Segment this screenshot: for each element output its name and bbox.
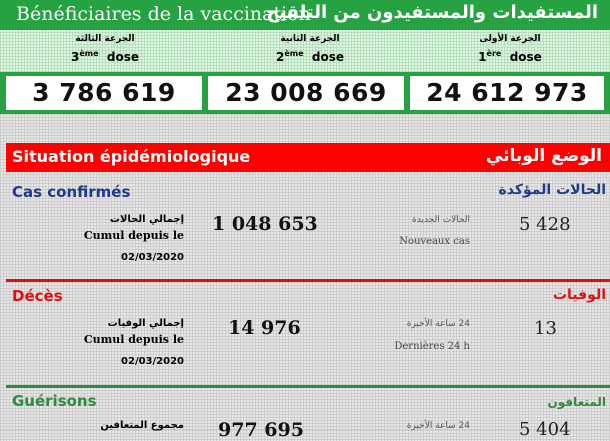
- dose-3-label-fr: 3ème dose: [70, 49, 140, 64]
- dose-2-label-ar: الجرعة الثانية: [280, 34, 340, 44]
- deaths-cumul-date: 02/03/2020: [121, 356, 184, 367]
- epidemiology-header: [6, 143, 610, 172]
- dose-3-label: [5, 30, 205, 64]
- deaths-new-value: 13: [534, 318, 557, 339]
- dose-2-label: [210, 30, 410, 64]
- dose-2-value: 23 008 669: [208, 76, 404, 110]
- dose-1-label: [410, 30, 610, 64]
- epidemiology-title-ar: الوضع الوبائي: [485, 146, 602, 166]
- deaths-title-fr: Décès: [12, 287, 63, 305]
- deaths-new-label-fr: Dernières 24 h: [394, 341, 470, 352]
- dose-3-label-ar: الجرعة الثالثة: [75, 34, 135, 44]
- vaccination-title-ar: المستفيدات والمستفيدون من التلقيح: [266, 2, 598, 23]
- deaths-total: 14 976: [228, 317, 301, 339]
- deaths-cumul-fr: Cumul depuis le: [83, 333, 184, 346]
- dose-2-label-fr: 2ème dose: [275, 49, 345, 64]
- recovered-cumul-ar: مجموع المتعافين: [100, 420, 184, 431]
- confirmed-cumul-ar: إجمالي الحالات: [109, 214, 184, 225]
- confirmed-title-fr: Cas confirmés: [12, 183, 131, 201]
- dose-labels-row: [0, 30, 610, 72]
- confirmed-title-ar: الحالات المؤكدة: [498, 182, 606, 198]
- confirmed-cumul-fr: Cumul depuis le: [83, 229, 184, 242]
- deaths-divider: [6, 385, 610, 388]
- deaths-new-label-ar: 24 ساعة الأخيرة: [406, 319, 470, 329]
- dose-3-value: 3 786 619: [6, 76, 202, 110]
- dose-1-label-fr: 1ère dose: [478, 49, 542, 64]
- deaths-cumul: [64, 318, 184, 367]
- deaths-cumul-ar: إجمالي الوفيات: [107, 318, 184, 329]
- confirmed-new-value: 5 428: [519, 214, 571, 235]
- confirmed-divider: [6, 279, 610, 282]
- epidemiology-title-fr: Situation épidémiologique: [12, 147, 251, 166]
- recovered-new-label-ar: 24 ساعة الأخيرة: [406, 421, 470, 431]
- recovered-title-fr: Guérisons: [12, 392, 97, 410]
- dose-1-label-ar: الجرعة الأولى: [479, 34, 541, 44]
- confirmed-new-label-fr: Nouveaux cas: [399, 236, 470, 247]
- dose-values-row: [0, 72, 610, 114]
- confirmed-cumul-date: 02/03/2020: [121, 252, 184, 263]
- deaths-title-ar: الوفيات: [552, 287, 606, 303]
- vaccination-header: [0, 0, 610, 30]
- recovered-new-value: 5 404: [519, 419, 571, 440]
- confirmed-cumul: [64, 214, 184, 263]
- confirmed-total: 1 048 653: [212, 213, 318, 235]
- confirmed-new-label-ar: الحالات الجديدة: [412, 215, 470, 225]
- vaccination-title-fr: Bénéficiaires de la vaccination: [16, 3, 311, 25]
- recovered-total: 977 695: [218, 419, 304, 441]
- dose-1-value: 24 612 973: [410, 76, 604, 110]
- recovered-title-ar: المتعافون: [547, 395, 606, 409]
